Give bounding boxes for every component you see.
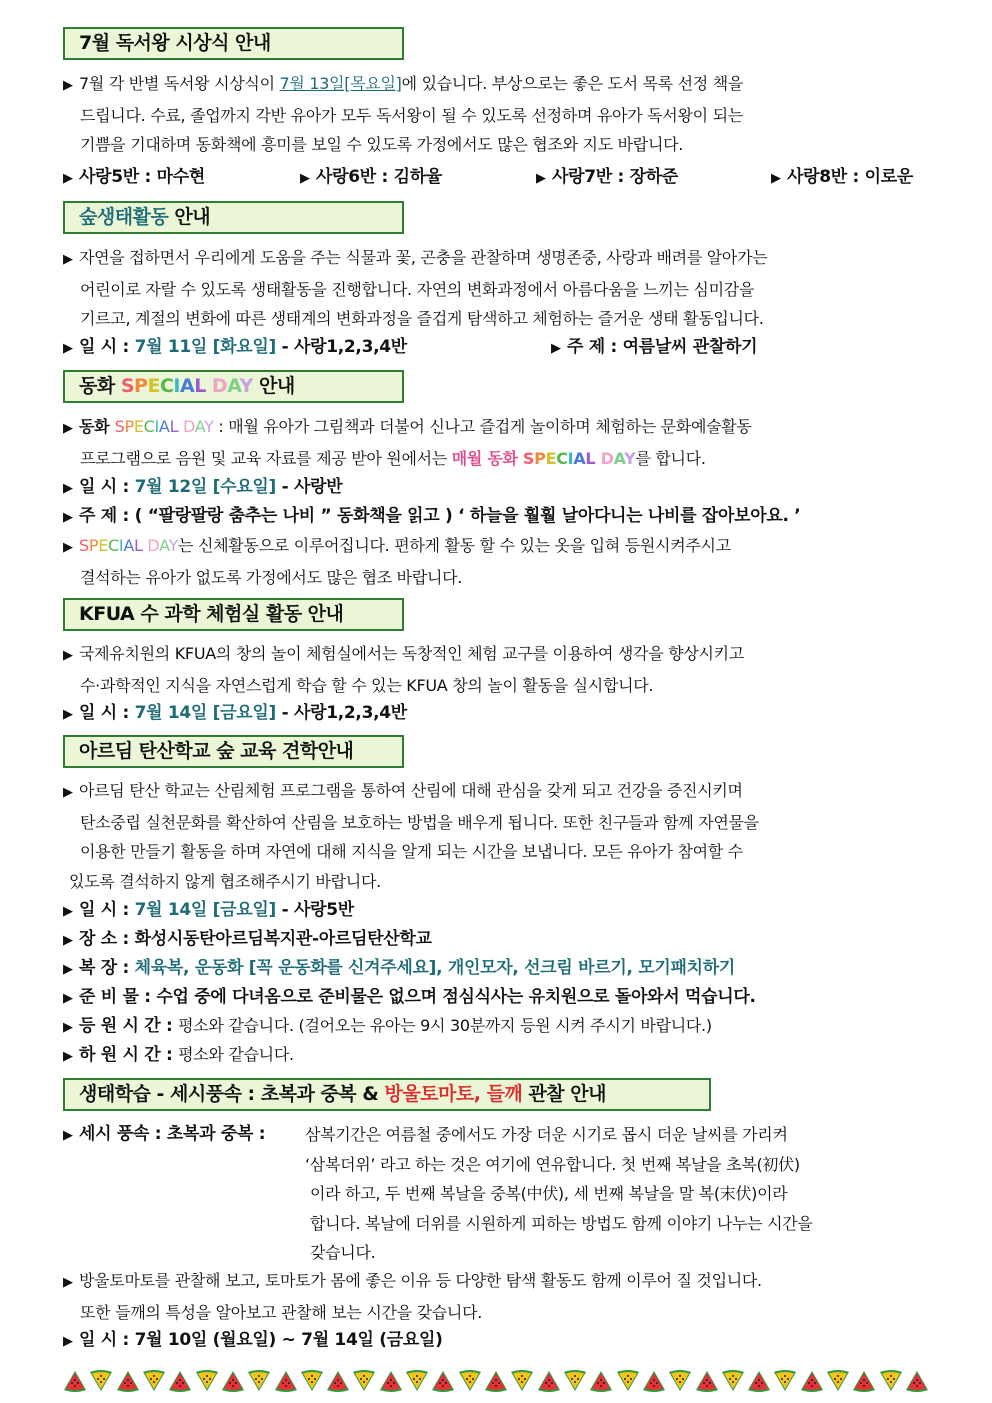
watermelon-slice-icon [879, 1369, 903, 1393]
forest-ecology-schedule: ▶ 일 시 : 7월 11일 [화요일] - 사랑1,2,3,4반 ▶ 주 제 : 여름날씨 관찰하기 [63, 337, 758, 357]
watermelon-slice-icon [852, 1369, 876, 1393]
watermelon-slice-icon [405, 1369, 429, 1393]
watermelon-slice-icon [274, 1369, 298, 1393]
special-day-theme: ▶ 주 제 : ( “팔랑팔랑 춤추는 나비 ” 동화책을 읽고 ) ‘ 하늘을 훨훨 날아다니는 나비를 잡아보아요. ’ [63, 506, 801, 526]
tomato-observation-body: ▶ 방울토마토를 관찰해 보고, 토마토가 몸에 좋은 이유 등 다양한 탐색 활동도 함께 이루어 질 것입니다. 또한 들깨의 특성을 알아보고 관찰해 보는 시간을 갖습니다. [63, 1271, 762, 1322]
seasonal-custom-body: 삼복기간은 여름철 중에서도 가장 더운 시기로 몹시 더운 날씨를 가리켜 ‘삼복더위’ 라고 하는 것은 여기에 연유합니다. 첫 번째 복날을 초복(初伏) 이라 하고, 두 번째 복날을 중복(中伏), 세 번째 복날을 말 복(末伏)이라 합니다. 복날에 더위를 시원하게 피하는 방법도 함께 이야기 나누는 시간을 갖습니다. [305, 1125, 813, 1262]
watermelon-slice-icon [168, 1369, 192, 1393]
watermelon-slice-icon [89, 1369, 113, 1393]
watermelon-slice-icon [905, 1369, 929, 1393]
watermelon-slice-icon [747, 1369, 771, 1393]
special-day-rainbow-text: SPECIAL DAY [114, 417, 214, 436]
ardim-date: ▶ 일 시 : 7월 14일 [금요일] - 사랑5반 [63, 900, 354, 920]
ardim-place: ▶ 장 소 : 화성시동탄아르딤복지관-아르딤탄산학교 [63, 929, 432, 949]
watermelon-border [63, 1366, 929, 1396]
watermelon-slice-icon [221, 1369, 245, 1393]
kfua-date: ▶ 일 시 : 7월 14일 [금요일] - 사랑1,2,3,4반 [63, 703, 407, 723]
special-day-rainbow-text: SPECIAL DAY [522, 448, 636, 468]
special-day-rainbow-text: SPECIAL DAY [120, 375, 253, 397]
watermelon-slice-icon [379, 1369, 403, 1393]
section-header-seasonal-custom: 생태학습 - 세시풍속 : 초복과 중복 & 방울토마토, 들깨 관찰 안내 [63, 1078, 711, 1111]
award-winners: ▶ 사랑5반 : 마수현 ▶ 사랑6반 : 김하율 ▶ 사랑7반 : 장하준 ▶ 사랑8반 : 이로운 [63, 167, 913, 187]
watermelon-slice-icon [826, 1369, 850, 1393]
watermelon-slice-icon [431, 1369, 455, 1393]
reading-award-body: ▶ 7월 각 반별 독서왕 시상식이 7월 13일[목요일]에 있습니다. 부상으로는 좋은 도서 목록 선정 책을 드립니다. 수료, 졸업까지 각반 유아가 모두 독서왕이 될 수 있도록 선정하며 유아가 독서왕이 되는 기쁨을 기대하며 동화책에 흥미를 보일 수 있도록 가정에서도 많은 협조와 지도 바랍니다. [63, 74, 744, 154]
watermelon-slice-icon [195, 1369, 219, 1393]
ardim-dress: ▶ 복 장 : 체육복, 운동화 [꼭 운동화를 신겨주세요], 개인모자, 선크림 바르기, 모기패치하기 [63, 958, 736, 978]
watermelon-slice-icon [668, 1369, 692, 1393]
watermelon-slice-icon [484, 1369, 508, 1393]
section-header-reading-award: 7월 독서왕 시상식 안내 [63, 27, 404, 60]
watermelon-slice-icon [800, 1369, 824, 1393]
watermelon-slice-icon [142, 1369, 166, 1393]
award-date: 7월 13일[목요일] [279, 74, 402, 93]
watermelon-slice-icon [510, 1369, 534, 1393]
watermelon-slice-icon [63, 1369, 87, 1393]
seasonal-custom-label: ▶ 세시 풍속 : 초복과 중복 : [63, 1124, 266, 1144]
watermelon-slice-icon [616, 1369, 640, 1393]
section-header-kfua: KFUA 수 과학 체험실 활동 안내 [63, 598, 404, 631]
special-day-note: ▶ SPECIAL DAY는 신체활동으로 이루어집니다. 편하게 활동 할 수 있는 옷을 입혀 등원시켜주시고 결석하는 유아가 없도록 가정에서도 많은 협조 바랍니다. [63, 536, 731, 587]
special-day-date: ▶ 일 시 : 7월 12일 [수요일] - 사랑반 [63, 477, 343, 497]
watermelon-slice-icon [695, 1369, 719, 1393]
watermelon-slice-icon [300, 1369, 324, 1393]
watermelon-slice-icon [116, 1369, 140, 1393]
ardim-school-body: ▶ 아르딤 탄산 학교는 산림체험 프로그램을 통하여 산림에 대해 관심을 갖게 되고 건강을 증진시키며 탄소중립 실천문화를 확산하여 산림을 보호하는 방법을 배우게 됩니다. 또한 친구들과 함께 자연물을 이용한 만들기 활동을 하며 자연에 대해 지식을 알게 되는 시간을 보냅니다. 모든 유아가 참여할 수 있도록 결석하지 않게 협조해주시기 바랍니다. [63, 781, 759, 891]
section-header-special-day: 동화 SPECIAL DAY 안내 [63, 370, 404, 403]
watermelon-slice-icon [247, 1369, 271, 1393]
seasonal-custom-date: ▶ 일 시 : 7월 10일 (월요일) ~ 7월 14일 (금요일) [63, 1330, 443, 1350]
kfua-body: ▶ 국제유치원의 KFUA의 창의 놀이 체험실에서는 독창적인 체험 교구를 이용하여 생각을 향상시키고 수·과학적인 지식을 자연스럽게 학습 할 수 있는 KFUA 창의 놀이 활동을 실시합니다. [63, 644, 744, 695]
ardim-arrival-time: ▶ 등 원 시 간 : 평소와 같습니다. (걸어오는 유아는 9시 30분까지 등원 시켜 주시기 바랍니다.) [63, 1016, 712, 1036]
forest-ecology-body: ▶ 자연을 접하면서 우리에게 도움을 주는 식물과 꽃, 곤충을 관찰하며 생명존중, 사랑과 배려를 알아가는 어린이로 자랄 수 있도록 생태활동을 진행합니다. 자연의 변화과정에서 아름다움을 느끼는 심미감을 기르고, 계절의 변화에 따른 생태계의 변화과정을 즐겁게 탐색하고 체험하는 즐거운 생태 활동입니다. [63, 248, 768, 328]
watermelon-slice-icon [563, 1369, 587, 1393]
watermelon-slice-icon [458, 1369, 482, 1393]
watermelon-slice-icon [326, 1369, 350, 1393]
watermelon-slice-icon [352, 1369, 376, 1393]
ardim-departure-time: ▶ 하 원 시 간 : 평소와 같습니다. [63, 1045, 294, 1065]
section-header-forest-ecology: 숲생태활동 안내 [63, 201, 404, 234]
section-header-ardim-school: 아르딤 탄산학교 숲 교육 견학안내 [63, 735, 404, 768]
watermelon-slice-icon [589, 1369, 613, 1393]
special-day-body: ▶ 동화 SPECIAL DAY : 매월 유아가 그림책과 더불어 신나고 즐겁게 놀이하며 체험하는 문화예술활동 프로그램으로 음원 및 교육 자료를 제공 받아 원에서는 매월 동화 SPECIAL DAY를 합니다. [63, 417, 752, 468]
watermelon-slice-icon [773, 1369, 797, 1393]
watermelon-slice-icon [642, 1369, 666, 1393]
watermelon-slice-icon [721, 1369, 745, 1393]
special-day-rainbow-text: SPECIAL DAY [79, 536, 179, 555]
ardim-supplies: ▶ 준 비 물 : 수업 중에 다녀옴으로 준비물은 없으며 점심식사는 유치원으로 돌아와서 먹습니다. [63, 987, 756, 1007]
watermelon-slice-icon [537, 1369, 561, 1393]
